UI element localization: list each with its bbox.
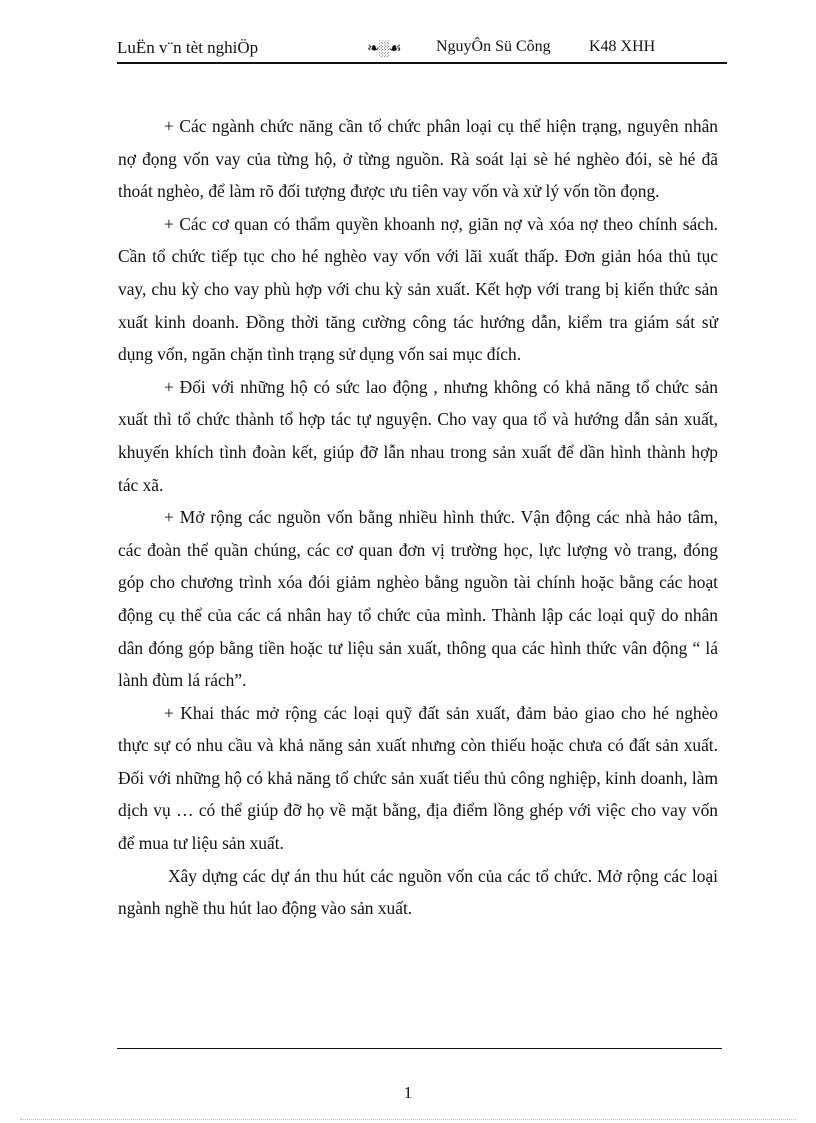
paragraph-6: Xây dựng các dự án thu hút các nguồn vốn của các tổ chức. Mở rộng các loại ngành nghề thu hút lao động vào sản xuất. xyxy=(118,865,718,919)
paragraph-4: + Mở rộng các nguồn vốn bằng nhiều hình thức. Vận động các nhà hảo tâm, các đoàn thể quần chúng, các cơ quan đơn vị trường học, lực lượng vò trang, đóng góp cho chương trình xóa đói giảm nghèo bằng nguồn tài chính hoặc bằng các hoạt động cụ thể của các cá nhân hay tổ chức của mình. Thành lập các loại quỹ do nhân dân đóng góp bằng tiền hoặc tư liệu sản xuất, thông qua các hình thức vân động “ lá lành đùm lá rách”. xyxy=(118,507,718,691)
footer-divider xyxy=(117,1048,722,1049)
header-thesis-title: LuËn v¨n tèt nghiÖp xyxy=(117,38,259,57)
header-author: NguyÔn Sü Công xyxy=(436,38,551,55)
header-class: K48 XHH xyxy=(589,38,656,55)
page-bottom-border xyxy=(20,1119,796,1120)
paragraph-2: + Các cơ quan có thẩm quyền khoanh nợ, giãn nợ và xóa nợ theo chính sách. Cần tổ chức tiếp tục cho hé nghèo vay vốn với lãi xuất thấp. Đơn giản hóa thủ tục vay, chu kỳ cho vay phù hợp với chu kỳ sản xuất. Kết hợp với trang bị kiến thức sản xuất kinh doanh. Đồng thời tăng cường công tác hướng dẫn, kiểm tra giám sát sử dụng vốn, ngăn chặn tình trạng sử dụng vốn sai mục đích. xyxy=(118,213,718,365)
header-divider xyxy=(117,62,727,64)
paragraph-5: + Khai thác mở rộng các loại quỹ đất sản xuất, đảm bảo giao cho hé nghèo thực sự có nhu cầu và khả năng sản xuất nhưng còn thiếu hoặc chưa có đất sản xuất. Đối với những hộ có khả năng tổ chức sản xuất tiểu thủ công nghiệp, kinh doanh, làm dịch vụ … có thể giúp đỡ họ về mặt bằng, địa điểm lồng ghép với việc cho vay vốn để mua tư liệu sản xuất. xyxy=(118,702,718,854)
paragraph-3: + Đối với những hộ có sức lao động , nhưng không có khả năng tổ chức sản xuất thì tổ chức thành tổ hợp tác tự nguyện. Cho vay qua tổ và hướng dẫn sản xuất, khuyến khích tình đoàn kết, giúp đỡ lẫn nhau trong sản xuất để dần hình thành hợp tác xã. xyxy=(118,376,718,495)
header-ornament-icon: ❧░☙ xyxy=(367,41,401,57)
document-body xyxy=(118,110,718,925)
page-header xyxy=(117,38,727,62)
paragraph-1: + Các ngành chức năng cần tổ chức phân loại cụ thể hiện trạng, nguyên nhân nợ đọng vốn vay của từng hộ, ở từng nguồn. Rà soát lại sè hé nghèo đói, sè hé đã thoát nghèo, để làm rõ đối tượng được ưu tiên vay vốn và xử lý vốn tồn đọng. xyxy=(118,116,718,202)
page-number: 1 xyxy=(403,1083,413,1102)
